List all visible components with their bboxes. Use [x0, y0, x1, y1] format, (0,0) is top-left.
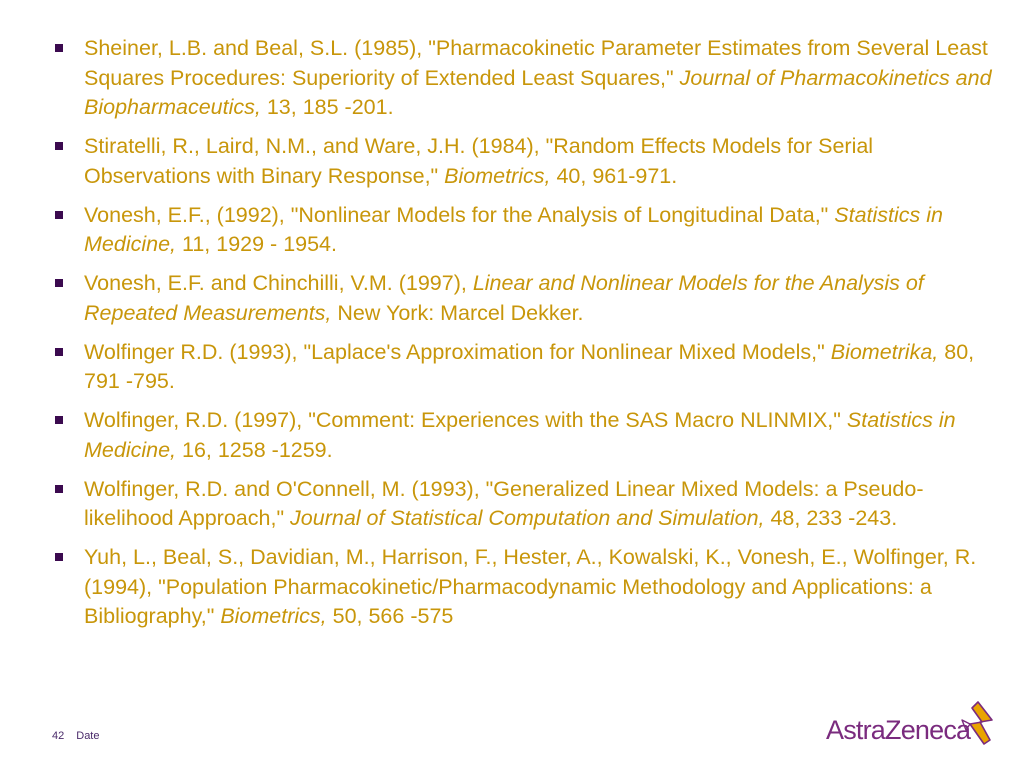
page-number: 42 [52, 730, 65, 742]
bullet-icon [55, 142, 63, 150]
logo-wordmark: AstraZeneca [826, 715, 971, 745]
astrazeneca-logo [826, 700, 996, 748]
reference-text: Wolfinger, R.D. and O'Connell, M. (1993), "Generalized Linear Mixed Models: a Pseudo-likelihood Approach," [84, 476, 924, 530]
reference-text: Vonesh, E.F. and Chinchilli, V.M. (1997), [84, 271, 473, 295]
reference-text: Sheiner, L.B. and Beal, S.L. (1985), "Pharmacokinetic Parameter Estimates from Several Least Squares Procedures: Superiority of Extended Least Squares," [84, 36, 988, 90]
reference-text: Wolfinger, R.D. (1997), "Comment: Experiences with the SAS Macro NLINMIX," [84, 408, 847, 432]
reference-journal: Biometrics, [220, 604, 327, 628]
reference-journal: Journal of Statistical Computation and Simulation, [290, 506, 765, 530]
reference-item [50, 34, 1000, 123]
astrazeneca-symbol-icon [956, 700, 996, 746]
reference-journal: Journal of Pharmacokinetics and Biopharmaceutics, [84, 65, 992, 119]
reference-text: Yuh, L., Beal, S., Davidian, M., Harrison, F., Hester, A., Kowalski, K., Vonesh, E., Wolfinger, R. (1994), "Population Pharmacokinetic/Pharmacodynamic Methodology and Applications: a Bibliography," [84, 545, 977, 628]
reference-journal: Biometrics, [444, 163, 551, 188]
reference-journal: Biometrika, [830, 339, 939, 364]
reference-details: 50, 566 -575 [326, 604, 454, 628]
reference-item [50, 406, 1000, 465]
reference-item [50, 201, 1000, 260]
bullet-icon [55, 485, 63, 493]
reference-text: Vonesh, E.F., (1992), "Nonlinear Models for the Analysis of Longitudinal Data," [84, 202, 835, 227]
reference-details: 48, 233 -243. [764, 506, 898, 530]
bullet-icon [55, 44, 63, 52]
reference-journal: Statistics in Medicine, [84, 408, 956, 462]
reference-item [50, 269, 1000, 328]
bullet-icon [55, 416, 63, 424]
reference-details: 11, 1929 - 1954. [176, 232, 337, 256]
reference-details: New York: Marcel Dekker. [331, 300, 584, 325]
bullet-icon [55, 211, 63, 219]
reference-item [50, 543, 1000, 632]
footer-date: Date [76, 730, 100, 742]
reference-item [50, 338, 1000, 397]
reference-text: Wolfinger R.D. (1993), "Laplace's Approximation for Nonlinear Mixed Models," [84, 339, 831, 364]
reference-details: 80, 791 -795. [84, 339, 975, 393]
reference-journal: Statistics in Medicine, [84, 202, 944, 256]
reference-text: Stiratelli, R., Laird, N.M., and Ware, J.H. (1984), "Random Effects Models for Serial Observations with Binary Response," [84, 134, 874, 188]
reference-item [50, 132, 1000, 191]
reference-details: 13, 185 -201. [260, 95, 394, 119]
reference-book-title: Linear and Nonlinear Models for the Analysis of Repeated Measurements, [84, 271, 924, 325]
bullet-icon [55, 553, 63, 561]
bullet-icon [55, 279, 63, 287]
reference-item [50, 475, 1000, 534]
reference-list [50, 34, 1000, 641]
reference-details: 16, 1258 -1259. [176, 437, 333, 462]
slide-footer [52, 730, 112, 742]
bullet-icon [55, 348, 63, 356]
reference-details: 40, 961-971. [550, 163, 678, 188]
